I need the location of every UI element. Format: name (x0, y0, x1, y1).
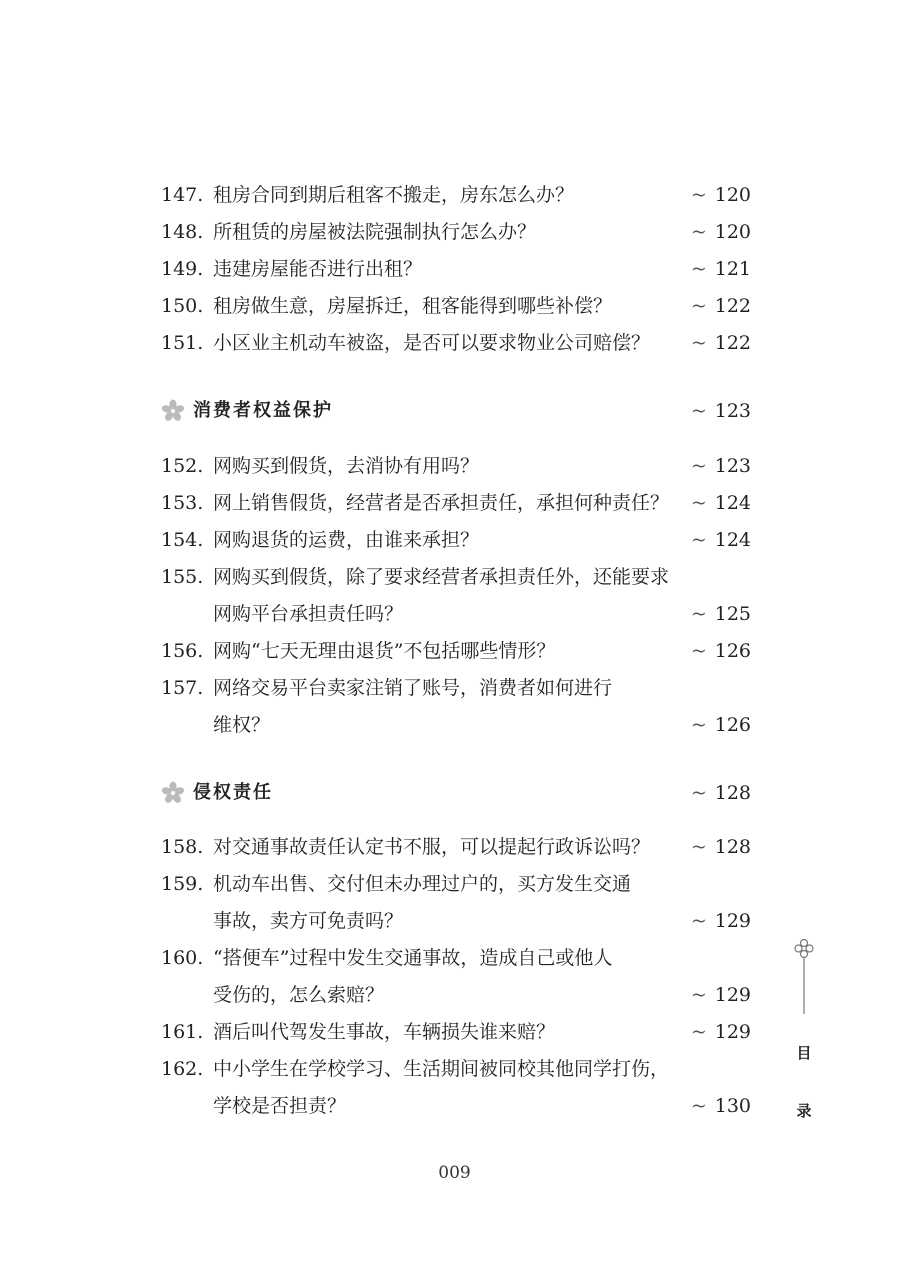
entry-title: 机动车出售、交付但未办理过户的，买方发生交通 (213, 873, 632, 895)
toc-entry-159[interactable] (161, 869, 751, 899)
entry-number: 162. (161, 1058, 204, 1080)
entry-number: 160. (161, 947, 204, 969)
entry-title: 中小学生在学校学习、生活期间被同校其他同学打伤， (213, 1058, 670, 1080)
entry-number: 151. (161, 332, 204, 354)
entry-page: ~ 129 (690, 910, 751, 932)
entry-number: 161. (161, 1021, 204, 1043)
toc-entry-156[interactable] (161, 636, 751, 666)
entry-page: ~ 123 (690, 455, 751, 477)
side-char-lu: 录 (796, 1102, 812, 1120)
entry-page: ~ 125 (690, 603, 751, 625)
entry-page: ~ 129 (690, 1021, 751, 1043)
entry-number: 147. (161, 184, 204, 206)
side-chapter-label (792, 938, 816, 1128)
toc-entry-153[interactable] (161, 488, 751, 518)
toc-entry-151[interactable] (161, 328, 751, 358)
entry-title: “搭便车”过程中发生交通事故，造成自己或他人 (213, 947, 613, 969)
entry-number: 159. (161, 873, 204, 895)
toc-entry-161[interactable] (161, 1017, 751, 1047)
side-char-mu: 目 (796, 1044, 812, 1062)
entry-number: 155. (161, 566, 204, 588)
flower-icon (161, 781, 185, 805)
section-title: 消费者权益保护 (193, 400, 333, 421)
entry-number: 148. (161, 221, 204, 243)
entry-number: 157. (161, 677, 204, 699)
entry-title: 网购买到假货，除了要求经营者承担责任外，还能要求 (213, 566, 670, 588)
entry-page: ~ 122 (690, 295, 751, 317)
entry-number: 158. (161, 836, 204, 858)
entry-title-continued: 维权？ (213, 714, 271, 736)
entry-page: ~ 129 (690, 984, 751, 1006)
entry-page: ~ 130 (690, 1095, 751, 1117)
entry-page: ~ 126 (690, 714, 751, 736)
section-heading-tort-liability[interactable] (161, 778, 751, 808)
entry-number: 156. (161, 640, 204, 662)
entry-title: 网上销售假货，经营者是否承担责任，承担何种责任？ (213, 492, 670, 514)
entry-title: 小区业主机动车被盗，是否可以要求物业公司赔偿？ (213, 332, 651, 354)
section-heading-consumer-rights[interactable] (161, 396, 751, 426)
entry-page: ~ 120 (690, 221, 751, 243)
entry-title: 网络交易平台卖家注销了账号，消费者如何进行 (213, 677, 613, 699)
ornament-icon (792, 938, 816, 1016)
entry-title: 租房做生意，房屋拆迁，租客能得到哪些补偿？ (213, 295, 613, 317)
entry-page: ~ 121 (690, 258, 751, 280)
entry-title-continued: 受伤的，怎么索赔？ (213, 984, 385, 1006)
toc-entry-149[interactable] (161, 254, 751, 284)
section-title: 侵权责任 (193, 782, 273, 803)
toc-entry-157-continued[interactable] (161, 710, 751, 740)
entry-number: 154. (161, 529, 204, 551)
entry-number: 153. (161, 492, 204, 514)
flower-icon (161, 399, 185, 423)
toc-entry-162-continued[interactable] (161, 1091, 751, 1121)
toc-entry-155[interactable] (161, 562, 751, 592)
entry-title: 租房合同到期后租客不搬走，房东怎么办？ (213, 184, 575, 206)
toc-entry-148[interactable] (161, 217, 751, 247)
entry-title-continued: 学校是否担责？ (213, 1095, 347, 1117)
entry-number: 150. (161, 295, 204, 317)
entry-title: 网购退货的运费，由谁来承担？ (213, 529, 480, 551)
entry-title-continued: 事故，卖方可免责吗？ (213, 910, 404, 932)
entry-page: ~ 128 (690, 836, 751, 858)
entry-page: ~ 124 (690, 492, 751, 514)
entry-title: 网购买到假货，去消协有用吗？ (213, 455, 480, 477)
entry-title: 所租赁的房屋被法院强制执行怎么办？ (213, 221, 537, 243)
entry-title: 对交通事故责任认定书不服，可以提起行政诉讼吗？ (213, 836, 651, 858)
toc-entry-157[interactable] (161, 673, 751, 703)
toc-entry-147[interactable] (161, 180, 751, 210)
entry-title: 违建房屋能否进行出租？ (213, 258, 423, 280)
toc-entry-160[interactable] (161, 943, 751, 973)
toc-entry-152[interactable] (161, 451, 751, 481)
entry-title: 网购“七天无理由退货”不包括哪些情形？ (213, 640, 556, 662)
entry-number: 152. (161, 455, 204, 477)
section-page: ~ 123 (690, 400, 751, 422)
page-number: 009 (438, 1163, 471, 1183)
toc-entry-160-continued[interactable] (161, 980, 751, 1010)
toc-entry-159-continued[interactable] (161, 906, 751, 936)
toc-entry-154[interactable] (161, 525, 751, 555)
section-page: ~ 128 (690, 782, 751, 804)
entry-page: ~ 120 (690, 184, 751, 206)
toc-entry-158[interactable] (161, 832, 751, 862)
toc-entry-162[interactable] (161, 1054, 751, 1084)
entry-title-continued: 网购平台承担责任吗？ (213, 603, 404, 625)
entry-page: ~ 122 (690, 332, 751, 354)
entry-number: 149. (161, 258, 204, 280)
toc-entry-155-continued[interactable] (161, 599, 751, 629)
entry-page: ~ 124 (690, 529, 751, 551)
entry-title: 酒后叫代驾发生事故，车辆损失谁来赔？ (213, 1021, 556, 1043)
entry-page: ~ 126 (690, 640, 751, 662)
toc-entry-150[interactable] (161, 291, 751, 321)
